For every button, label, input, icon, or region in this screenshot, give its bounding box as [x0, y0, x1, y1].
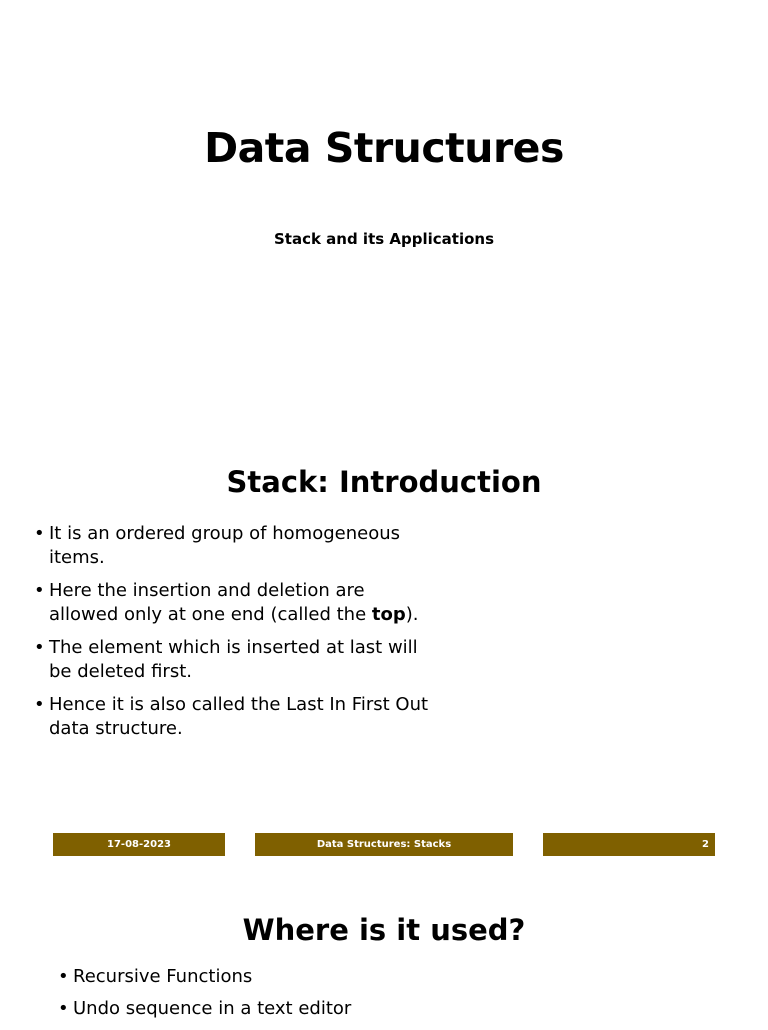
slide-where-used	[0, 888, 768, 1024]
bullet-text: Recursive Functions	[73, 966, 253, 987]
slide-title	[0, 0, 768, 410]
bullet-text: Hence it is also called the Last In First Out data structure.	[49, 694, 429, 739]
slide-heading: Stack: Introduction	[226, 465, 542, 499]
bullet-item	[34, 579, 434, 627]
footer-date: 17-08-2023	[53, 833, 225, 856]
bullet-text: It is an ordered group of homogeneous items.	[49, 523, 400, 568]
bullet-text: Undo sequence in a text editor	[73, 998, 352, 1019]
slide-title-heading: Data Structures	[204, 124, 564, 172]
bullet-item	[58, 966, 578, 988]
slide-subtitle: Stack and its Applications	[273, 230, 494, 248]
bullet-list	[34, 522, 434, 750]
bullet-list	[58, 966, 578, 1030]
slide-stack-introduction	[0, 410, 768, 888]
bullet-item	[34, 636, 434, 684]
bullet-item	[58, 998, 578, 1020]
bullet-bold-word: top	[371, 604, 406, 625]
bullet-text: The element which is inserted at last will be deleted first.	[49, 637, 418, 682]
slide-heading: Where is it used?	[242, 913, 526, 947]
bullet-text: Here the insertion and deletion are allowed only at one end (called the	[49, 580, 372, 625]
bullet-text-suffix: ).	[405, 604, 419, 625]
bullet-item	[34, 522, 434, 570]
footer-page-number	[543, 833, 715, 856]
bullet-item	[34, 693, 434, 741]
page-number: 2	[702, 839, 709, 850]
footer-title: Data Structures: Stacks	[255, 833, 513, 856]
